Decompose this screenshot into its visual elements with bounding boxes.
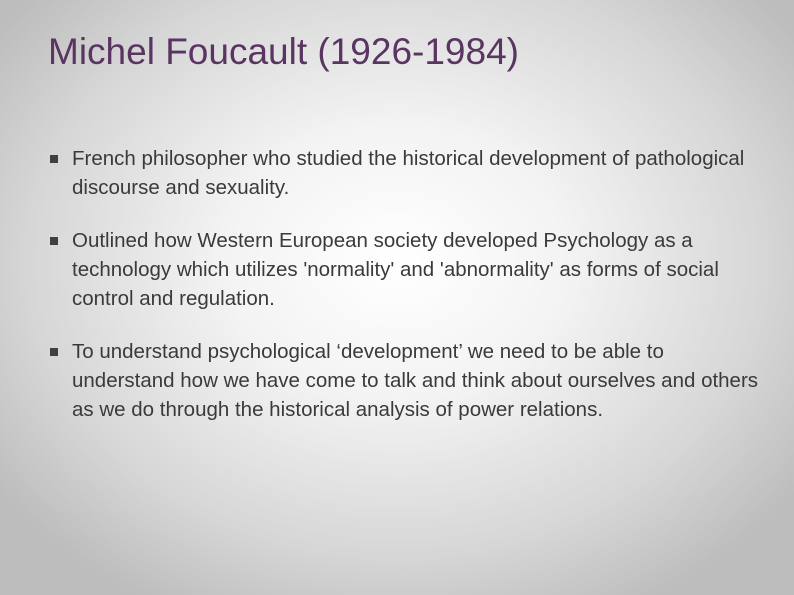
bullet-text: Outlined how Western European society developed Psychology as a technology which utilizes 'normality' and 'abnormality' as forms of social control and regulation. — [72, 229, 719, 310]
bullet-text: French philosopher who studied the historical development of pathological discourse and sexuality. — [72, 147, 745, 199]
square-bullet-icon — [50, 155, 58, 163]
bullet-list — [50, 144, 765, 448]
slide-title: Michel Foucault (1926-1984) — [48, 31, 519, 72]
bullet-item — [50, 337, 765, 424]
square-bullet-icon — [50, 348, 58, 356]
bullet-text: To understand psychological ‘development’ we need to be able to understand how we have come to talk and think about ourselves and others as we do through the historical analysis of power relations. — [72, 340, 759, 421]
bullet-item — [50, 144, 765, 202]
square-bullet-icon — [50, 237, 58, 245]
bullet-item — [50, 226, 765, 313]
